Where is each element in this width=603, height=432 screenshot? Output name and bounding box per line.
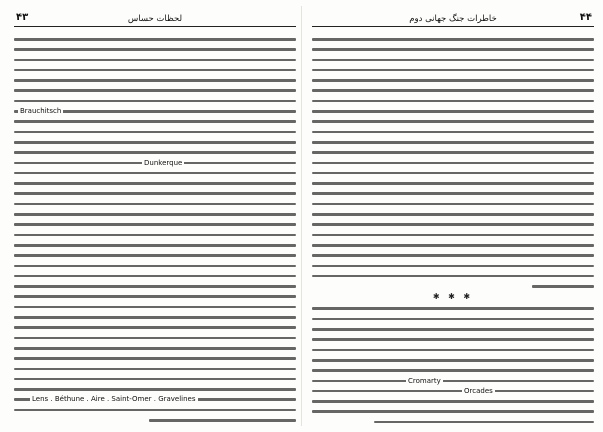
- text-line: [312, 137, 594, 147]
- text-line: [14, 44, 296, 54]
- text-line: [312, 65, 594, 75]
- book-gutter: [301, 6, 302, 426]
- text-line: [14, 405, 296, 415]
- text-line: [312, 240, 594, 250]
- text-line: [312, 75, 594, 85]
- right-body-text: [312, 34, 594, 427]
- text-line: [312, 106, 594, 116]
- left-page-header: [14, 12, 296, 27]
- text-line: [14, 168, 296, 178]
- text-line: [14, 96, 296, 106]
- text-line: [14, 322, 296, 332]
- latin-term-cromarty: Cromarty: [408, 376, 441, 385]
- text-line: [14, 178, 296, 188]
- text-line: [14, 116, 296, 126]
- text-line: [14, 230, 296, 240]
- text-line: [14, 106, 296, 116]
- latin-term-dunkerque: Dunkerque: [144, 158, 183, 167]
- text-line: [312, 209, 594, 219]
- left-running-title: لحظات حساس: [127, 14, 183, 24]
- text-line: [312, 314, 594, 324]
- text-line: [312, 127, 594, 137]
- text-line: [14, 384, 296, 394]
- text-line: [312, 158, 594, 168]
- text-line: [14, 55, 296, 65]
- text-line: [312, 324, 594, 334]
- text-line: [14, 209, 296, 219]
- text-line: [312, 417, 594, 427]
- text-line: [312, 355, 594, 365]
- text-line: [312, 34, 594, 44]
- right-page: [312, 0, 594, 432]
- text-line: [312, 334, 594, 344]
- text-line: [14, 158, 296, 168]
- text-line: [312, 365, 594, 375]
- text-line: [14, 343, 296, 353]
- text-line: [312, 147, 594, 157]
- text-line: [312, 386, 594, 396]
- text-line: [312, 250, 594, 260]
- text-line: [312, 261, 594, 271]
- left-body-text: [14, 34, 296, 425]
- latin-town-names: Lens . Béthune . Aire . Saint-Omer . Gravelines: [32, 395, 196, 404]
- text-line: [14, 75, 296, 85]
- text-line: [312, 55, 594, 65]
- right-page-header: [312, 12, 594, 27]
- text-line: [312, 281, 594, 291]
- text-line: [14, 65, 296, 75]
- text-line: [312, 271, 594, 281]
- left-page: [14, 0, 296, 432]
- latin-term-brauchitsch: Brauchitsch: [20, 107, 62, 116]
- text-line: [14, 188, 296, 198]
- text-line: [14, 34, 296, 44]
- text-line: [14, 219, 296, 229]
- text-line: [14, 312, 296, 322]
- text-line: [312, 345, 594, 355]
- right-page-number: ۴۴: [579, 12, 592, 23]
- text-line: [14, 415, 296, 425]
- text-line: [312, 168, 594, 178]
- text-line: [14, 291, 296, 301]
- text-line: [312, 230, 594, 240]
- text-line: [14, 137, 296, 147]
- left-page-number: ۴۳: [16, 12, 29, 23]
- text-line: [14, 250, 296, 260]
- text-line: [14, 364, 296, 374]
- text-line: [14, 394, 296, 404]
- text-line: [312, 376, 594, 386]
- text-line: [312, 199, 594, 209]
- text-line: [312, 44, 594, 54]
- text-line: [14, 333, 296, 343]
- text-line: [14, 85, 296, 95]
- text-line: [14, 240, 296, 250]
- text-line: [312, 85, 594, 95]
- text-line: [312, 188, 594, 198]
- text-line: [14, 199, 296, 209]
- section-separator: ✱ ✱ ✱: [432, 292, 474, 302]
- text-line: [14, 374, 296, 384]
- text-line: [312, 303, 594, 313]
- latin-term-orcades: Orcades: [464, 386, 493, 395]
- text-line: [14, 281, 296, 291]
- text-line: [312, 406, 594, 416]
- text-line: [312, 178, 594, 188]
- text-line: [14, 261, 296, 271]
- text-line: [14, 127, 296, 137]
- text-line: [14, 353, 296, 363]
- text-line: [312, 396, 594, 406]
- text-line: [14, 271, 296, 281]
- text-line: [312, 96, 594, 106]
- text-line: [14, 302, 296, 312]
- text-line: [312, 116, 594, 126]
- right-running-title: خاطرات جنگ جهانی دوم: [409, 14, 497, 24]
- text-line: [312, 219, 594, 229]
- text-line: [14, 147, 296, 157]
